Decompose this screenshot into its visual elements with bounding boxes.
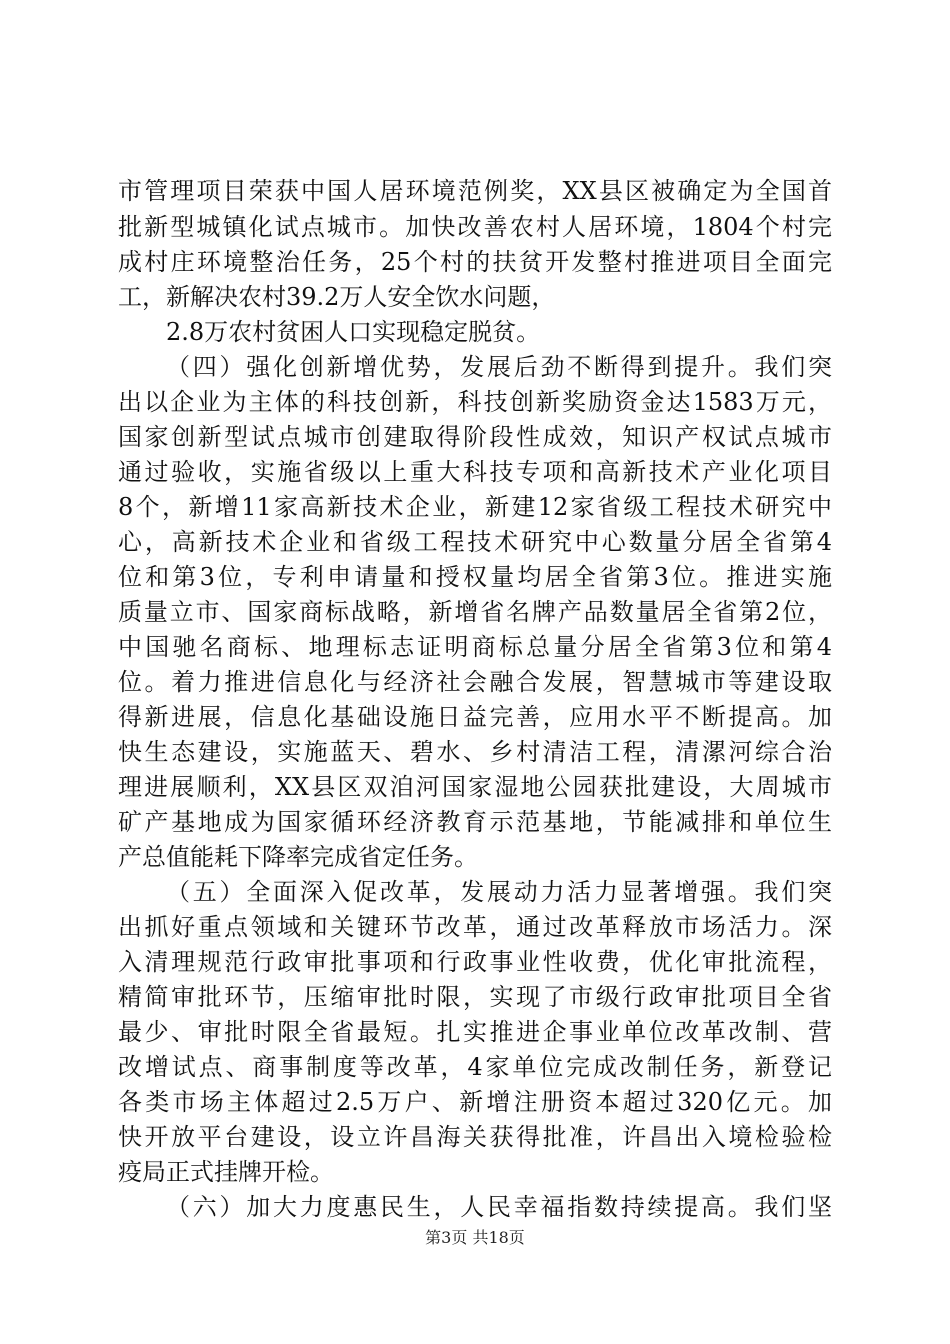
text-line: 得新进展，信息化基础设施日益完善，应用水平不断提高。加 (118, 703, 832, 731)
text-line: 各类市场主体超过2.5万户、新增注册资本超过320亿元。加 (118, 1088, 832, 1116)
text-line: 位和第3位，专利申请量和授权量均居全省第3位。推进实施 (118, 563, 832, 591)
text-line: 质量立市、国家商标战略，新增省名牌产品数量居全省第2位， (118, 598, 832, 626)
paragraph-heading-line: （六）加大力度惠民生，人民幸福指数持续提高。我们坚 (166, 1193, 832, 1221)
text-line: 出以企业为主体的科技创新，科技创新奖励资金达1583万元， (118, 388, 832, 416)
text-line: 2.8万农村贫困人口实现稳定脱贫。 (166, 318, 541, 346)
text-line: 精简审批环节，压缩审批时限，实现了市级行政审批项目全省 (118, 983, 832, 1011)
text-line: 成村庄环境整治任务，25个村的扶贫开发整村推进项目全面完 (118, 248, 832, 276)
text-line: 最少、审批时限全省最短。扎实推进企事业单位改革改制、营 (118, 1018, 832, 1046)
text-line: 市管理项目荣获中国人居环境范例奖，XX县区被确定为全国首 (118, 177, 832, 205)
text-line: 批新型城镇化试点城市。加快改善农村人居环境，1804个村完 (118, 213, 832, 241)
paragraph-heading-line: （四）强化创新增优势，发展后劲不断得到提升。我们突 (166, 353, 832, 381)
text-line: 改增试点、商事制度等改革，4家单位完成改制任务，新登记 (118, 1053, 832, 1081)
text-line: 通过验收，实施省级以上重大科技专项和高新技术产业化项目 (118, 458, 832, 486)
text-line: 位。着力推进信息化与经济社会融合发展，智慧城市等建设取 (118, 668, 832, 696)
page-number-footer: 第3页 共18页 (425, 1228, 525, 1247)
text-line: 心，高新技术企业和省级工程技术研究中心数量分居全省第4 (118, 528, 832, 556)
text-line: 快生态建设，实施蓝天、碧水、乡村清洁工程，清漯河综合治 (118, 738, 832, 766)
text-line: 矿产基地成为国家循环经济教育示范基地，节能减排和单位生 (118, 808, 832, 836)
text-line: 出抓好重点领域和关键环节改革，通过改革释放市场活力。深 (118, 913, 832, 941)
text-line: 中国驰名商标、地理标志证明商标总量分居全省第3位和第4 (118, 633, 832, 661)
text-line: 产总值能耗下降率完成省定任务。 (118, 843, 478, 871)
text-line: 入清理规范行政审批事项和行政事业性收费，优化审批流程， (118, 948, 832, 976)
text-line: 疫局正式挂牌开检。 (118, 1158, 334, 1186)
text-line: 8个，新增11家高新技术企业，新建12家省级工程技术研究中 (118, 493, 832, 521)
text-line: 工，新解决农村39.2万人安全饮水问题， (118, 283, 556, 311)
text-line: 理进展顺利，XX县区双洎河国家湿地公园获批建设，大周城市 (118, 773, 832, 801)
text-line: 国家创新型试点城市创建取得阶段性成效，知识产权试点城市 (118, 423, 832, 451)
paragraph-heading-line: （五）全面深入促改革，发展动力活力显著增强。我们突 (166, 878, 832, 906)
text-line: 快开放平台建设，设立许昌海关获得批准，许昌出入境检验检 (118, 1123, 832, 1151)
